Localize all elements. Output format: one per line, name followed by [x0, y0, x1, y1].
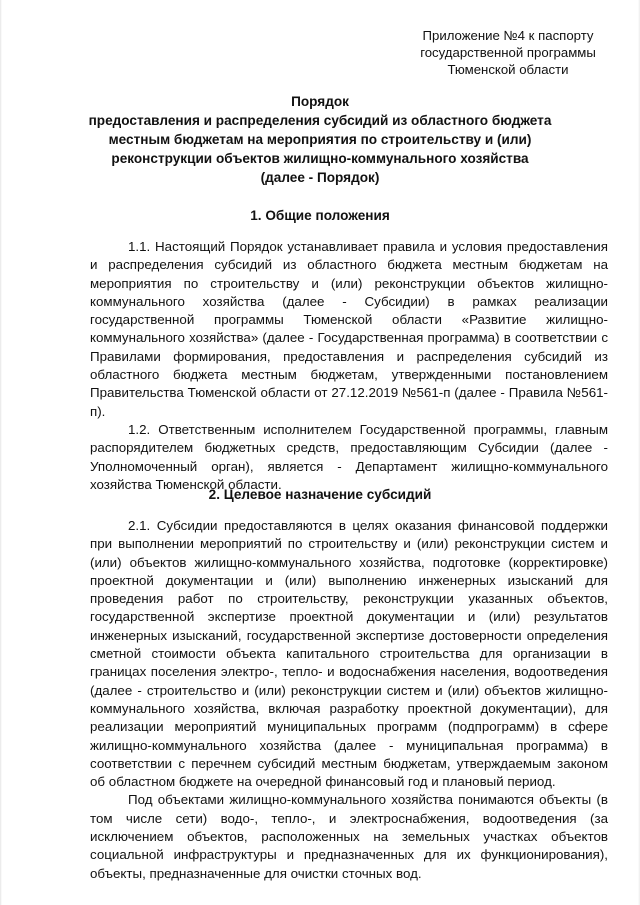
appendix-line: Тюменской области — [447, 62, 569, 77]
title-line: реконструкции объектов жилищно-коммунального хозяйства — [111, 151, 529, 166]
appendix-line: государственной программы — [420, 45, 596, 60]
section-purpose-body — [90, 517, 608, 883]
document-title — [70, 92, 570, 187]
scan-edge-left — [0, 0, 2, 905]
paragraph-1-1: 1.1. Настоящий Порядок устанавливает правила и условия предоставления и распределения субсидий из областного бюджета местным бюджетам на мероприятия по строительству и (или) реконструкции объектов жилищно-коммунального хозяйства (далее - Субсидии) в рамках реализации государственной программы Тюменской области «Развитие жилищно-коммунального хозяйства» (далее - Государственная программа) в соответствии с Правилами формирования, предоставления и распределения субсидий из областного бюджета местным бюджетам, утвержденными постановлением Правительства Тюменской области от 27.12.2019 №561-п (далее - Правила №561-п). — [90, 239, 608, 419]
section-heading-purpose: 2. Целевое назначение субсидий — [208, 487, 432, 502]
title-line: (далее - Порядок) — [260, 170, 380, 185]
section-heading-general: 1. Общие положения — [250, 208, 390, 223]
title-line: Порядок — [291, 94, 349, 109]
paragraph-1-2: 1.2. Ответственным исполнителем Государственной программы, главным распорядителем бюджетных средств, предоставляющим Субсидии (далее - Уполномоченный орган), является - Департамент жилищно-коммунального хозяйства Тюменской области. — [90, 421, 608, 492]
paragraph-2-1: 2.1. Субсидии предоставляются в целях оказания финансовой поддержки при выполнении мероприятий по строительству и (или) реконструкции систем и (или) объектов жилищно-коммунального хозяйства, подготовке (корректировке) проектной документации и (или) выполнению инженерных изысканий для проведения работ по строительству, реконструкции указанных объектов, государственной экспертизе проектной документации и (или) результатов инженерных изысканий, государственной экспертизе достоверности определения сметной стоимости объекта капитального строительства для организации в границах поселения электро-, тепло- и водоснабжения населения, водоотведения (далее - строительство и (или) реконструкции систем и (или) объектов жилищно-коммунального хозяйства, включая разработку проектной документации), для реализации мероприятий муниципальных программ (подпрограмм) в сфере жилищно-коммунального хозяйства (далее - муниципальная программа) в соответствии с перечнем субсидий местным бюджетам, утверждаемым законом об областном бюджете на очередной финансовый год и плановый период. — [90, 518, 608, 790]
section-general-body — [90, 238, 608, 494]
appendix-note — [388, 27, 628, 78]
title-line: местным бюджетам на мероприятия по строительству и (или) — [108, 132, 532, 147]
paragraph-2-2: Под объектами жилищно-коммунального хозяйства понимаются объекты (в том числе сети) водо-, тепло-, и электроснабжения, водоотведения (за исключением объектов, расположенных на земельных участках объектов социальной инфраструктуры и предназначенных для их функционирования), объекты, предназначенные для очистки сточных вод. — [90, 792, 608, 881]
title-line: предоставления и распределения субсидий из областного бюджета — [88, 113, 552, 128]
appendix-line: Приложение №4 к паспорту — [422, 28, 594, 43]
